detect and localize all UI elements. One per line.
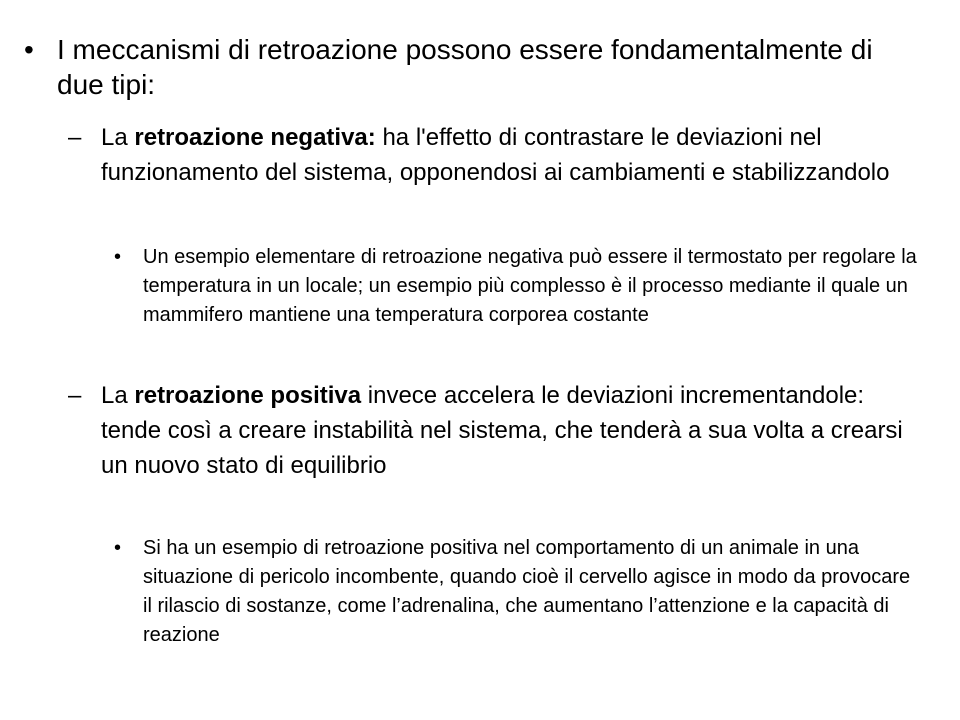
negative-prefix: La [101, 124, 135, 151]
main-point-text: I meccanismi di retroazione possono essere fondamentalmente di due tipi: [57, 34, 873, 100]
positive-term: retroazione positiva [134, 382, 362, 409]
negative-feedback-text [101, 120, 924, 190]
bullet-positive-example [114, 534, 924, 650]
bullet-dot-small: • [114, 246, 122, 268]
negative-description: ha l'effetto di contrastare le deviazioni nel funzionamento del sistema, opponendosi ai cambiamenti e stabilizzandolo [101, 124, 890, 186]
bullet-dash: – [68, 382, 82, 409]
positive-prefix: La [101, 382, 135, 409]
negative-term: retroazione negativa: [134, 124, 376, 151]
bullet-negative-example [114, 243, 924, 330]
bullet-dot-small: • [114, 537, 122, 559]
bullet-dot: • [24, 34, 34, 65]
negative-example-text: Un esempio elementare di retroazione negativa può essere il termostato per regolare la temperatura in un locale; un esempio più complesso è il processo mediante il quale un mammifero mantiene una temperatura corporea costante [143, 246, 917, 326]
bullet-dash: – [68, 124, 82, 151]
positive-feedback-text [101, 378, 924, 483]
bullet-main [24, 32, 904, 102]
bullet-positive-feedback [68, 378, 924, 483]
bullet-negative-feedback [68, 120, 924, 190]
positive-example-text: Si ha un esempio di retroazione positiva nel comportamento di un animale in una situazione di pericolo incombente, quando cioè il cervello agisce in modo da provocare il rilascio di sostanze, come l’adrenalina, che aumentano l’attenzione e la capacità di reazione [143, 537, 911, 646]
positive-description: invece accelera le deviazioni incrementandole: tende così a creare instabilità nel sistema, che tenderà a sua volta a crearsi un nuovo stato di equilibrio [101, 382, 903, 479]
